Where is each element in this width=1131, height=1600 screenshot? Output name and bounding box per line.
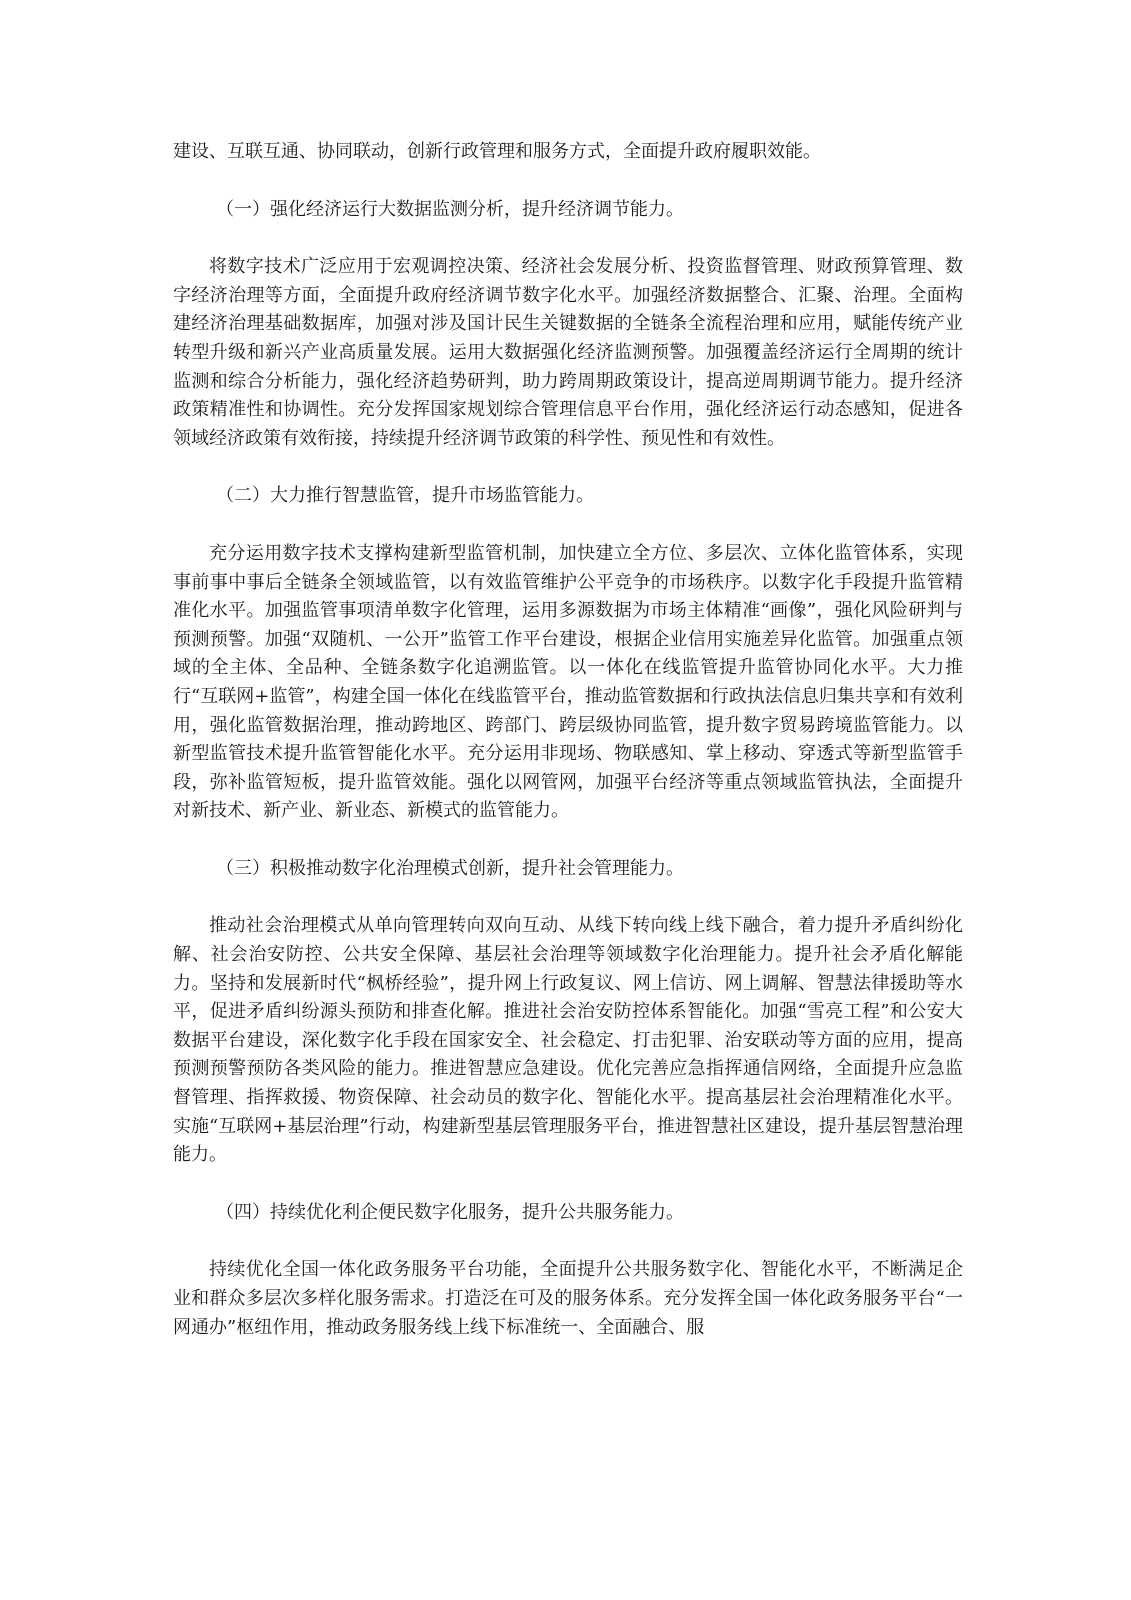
intro-paragraph: 建设、互联互通、协同联动，创新行政管理和服务方式，全面提升政府履职效能。 [173, 141, 821, 162]
section-1-body: 将数字技术广泛应用于宏观调控决策、经济社会发展分析、投资监督管理、财政预算管理、数字经济治理等方面，全面提升政府经济调节数字化水平。加强经济数据整合、汇聚、治理。全面构建经济治理基础数据库，加强对涉及国计民生关键数据的全链条全流程治理和应用，赋能传统产业转型升级和新兴产业高质量发展。运用大数据强化经济监测预警。加强覆盖经济运行全周期的统计监测和综合分析能力，强化经济趋势研判，助力跨周期政策设计，提高逆周期调节能力。提升经济政策精准性和协调性。充分发挥国家规划综合管理信息平台作用，强化经济运行动态感知，促进各领域经济政策有效衔接，持续提升经济调节政策的科学性、预见性和有效性。 [173, 256, 963, 449]
section-1-heading: （一）强化经济运行大数据监测分析，提升经济调节能力。 [216, 198, 684, 220]
section-2-heading: （二）大力推行智慧监管，提升市场监管能力。 [216, 485, 594, 507]
section-3-heading: （三）积极推动数字化治理模式创新，提升社会管理能力。 [216, 857, 684, 879]
section-4-heading: （四）持续优化利企便民数字化服务，提升公共服务能力。 [216, 1201, 684, 1223]
section-2-body: 充分运用数字技术支撑构建新型监管机制，加快建立全方位、多层次、立体化监管体系，实现事前事中事后全链条全领域监管，以有效监管维护公平竞争的市场秩序。以数字化手段提升监管精准化水平。加强监管事项清单数字化管理，运用多源数据为市场主体精准“画像”，强化风险研判与预测预警。加强“双随机、一公开”监管工作平台建设，根据企业信用实施差异化监管。加强重点领域的全主体、全品种、全链条数字化追溯监管。以一体化在线监管提升监管协同化水平。大力推行“互联网+监管”，构建全国一体化在线监管平台，推动监管数据和行政执法信息归集共享和有效利用，强化监管数据治理，推动跨地区、跨部门、跨层级协同监管，提升数字贸易跨境监管能力。以新型监管技术提升监管智能化水平。充分运用非现场、物联感知、掌上移动、穿透式等新型监管手段，弥补监管短板，提升监管效能。强化以网管网，加强平台经济等重点领域监管执法，全面提升对新技术、新产业、新业态、新模式的监管能力。 [173, 542, 963, 822]
section-4-body: 持续优化全国一体化政务服务平台功能，全面提升公共服务数字化、智能化水平，不断满足企业和群众多层次多样化服务需求。打造泛在可及的服务体系。充分发挥全国一体化政务服务平台“一网通办”枢纽作用，推动政务服务线上线下标准统一、全面融合、服 [173, 1259, 963, 1338]
document-body [173, 138, 963, 1342]
section-3-body: 推动社会治理模式从单向管理转向双向互动、从线下转向线上线下融合，着力提升矛盾纠纷化解、社会治安防控、公共安全保障、基层社会治理等领域数字化治理能力。提升社会矛盾化解能力。坚持和发展新时代“枫桥经验”，提升网上行政复议、网上信访、网上调解、智慧法律援助等水平，促进矛盾纠纷源头预防和排查化解。推进社会治安防控体系智能化。加强“雪亮工程”和公安大数据平台建设，深化数字化手段在国家安全、社会稳定、打击犯罪、治安联动等方面的应用，提高预测预警预防各类风险的能力。推进智慧应急建设。优化完善应急指挥通信网络，全面提升应急监督管理、指挥救援、物资保障、社会动员的数字化、智能化水平。提高基层社会治理精准化水平。实施“互联网+基层治理”行动，构建新型基层管理服务平台，推进智慧社区建设，提升基层智慧治理能力。 [173, 915, 963, 1166]
